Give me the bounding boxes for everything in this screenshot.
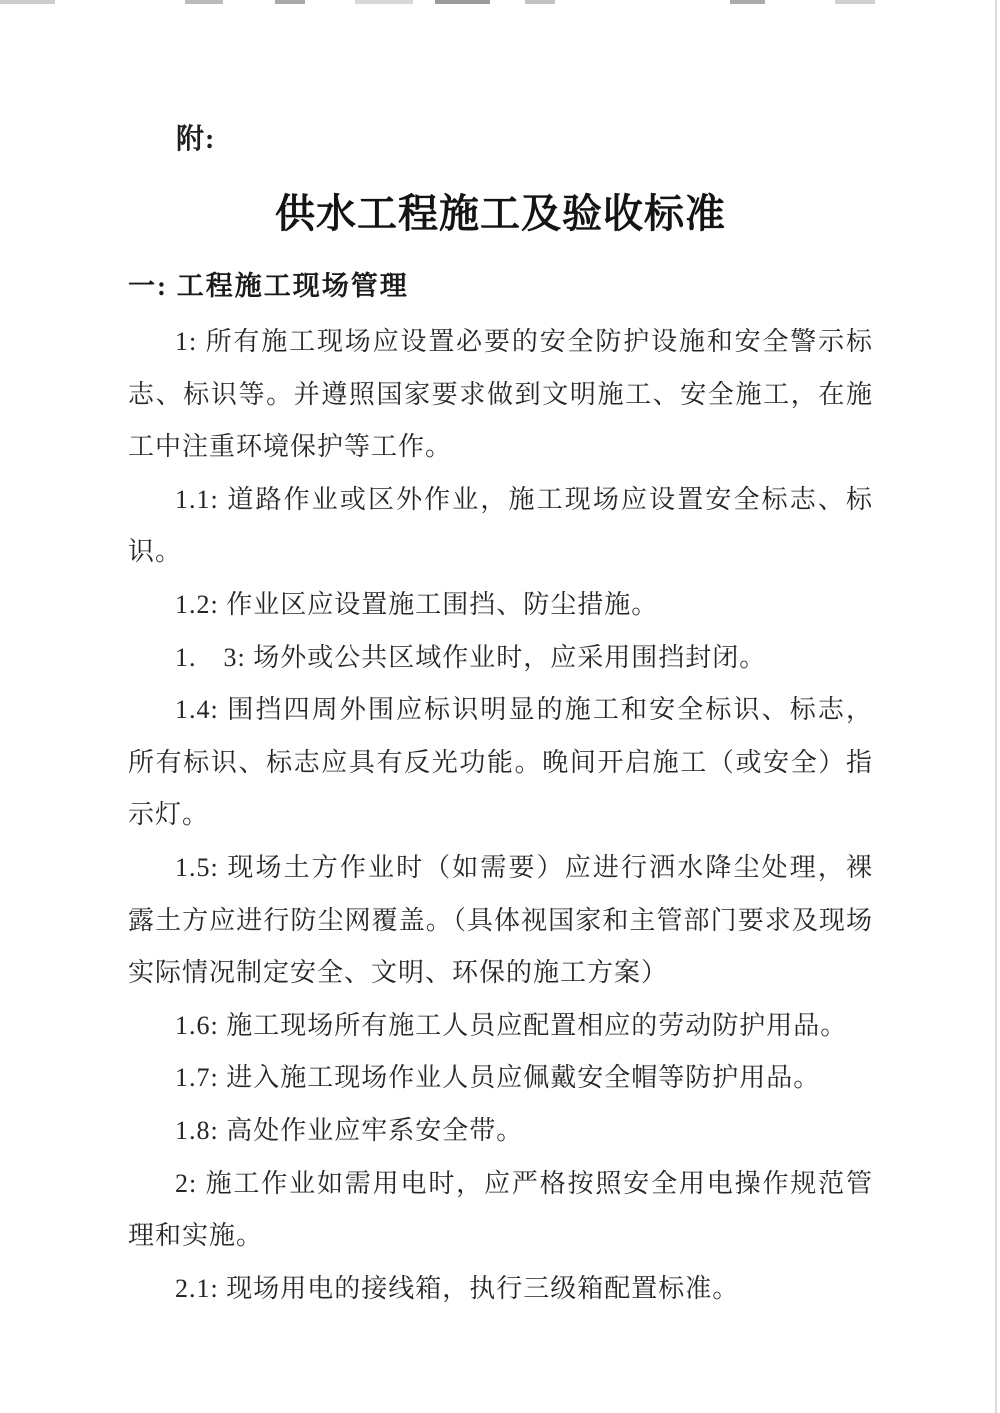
- scan-artifact: [835, 0, 875, 4]
- section-heading: 一: 工程施工现场管理: [128, 271, 409, 301]
- paragraph: 1. 3: 场外或公共区域作业时，应采用围挡封闭。: [175, 642, 767, 672]
- scan-edge-line: [995, 0, 997, 1413]
- scan-artifact: [185, 0, 223, 4]
- paragraph: 1.8: 高处作业应牢系安全带。: [175, 1115, 524, 1145]
- document-title: 供水工程施工及验收标准: [275, 191, 726, 236]
- paragraph: 1.2: 作业区应设置施工围挡、防尘措施。: [175, 589, 659, 619]
- scan-artifact: [275, 0, 305, 4]
- section-body: [128, 316, 873, 1315]
- scan-artifact: [730, 0, 765, 4]
- paragraph: 1.1: 道路作业或区外作业，施工现场应设置安全标志、标识。: [128, 484, 873, 567]
- scan-artifact: [435, 0, 490, 4]
- paragraph: 2.1: 现场用电的接线箱，执行三级箱配置标准。: [175, 1273, 740, 1303]
- scan-artifact: [355, 0, 413, 4]
- paragraph: 1: 所有施工现场应设置必要的安全防护设施和安全警示标志、标识等。并遵照国家要求做到文明施工、安全施工，在施工中注重环境保护等工作。: [128, 327, 873, 462]
- document-content: [128, 122, 873, 1315]
- paragraph: 2: 施工作业如需用电时，应严格按照安全用电操作规范管理和实施。: [128, 1168, 873, 1251]
- paragraph: 1.6: 施工现场所有施工人员应配置相应的劳动防护用品。: [175, 1010, 848, 1040]
- paragraph: 1.5: 现场土方作业时（如需要）应进行洒水降尘处理，裸露土方应进行防尘网覆盖。（具体视国家和主管部门要求及现场实际情况制定安全、文明、环保的施工方案）: [128, 852, 873, 988]
- scan-artifact: [0, 0, 55, 4]
- paragraph: 1.7: 进入施工现场作业人员应佩戴安全帽等防护用品。: [175, 1063, 821, 1093]
- attachment-label: 附:: [176, 124, 216, 155]
- paragraph: 1.4: 围挡四周外围应标识明显的施工和安全标识、标志，所有标识、标志应具有反光功能。晚间开启施工（或安全）指示灯。: [128, 695, 873, 830]
- scan-artifact: [525, 0, 555, 4]
